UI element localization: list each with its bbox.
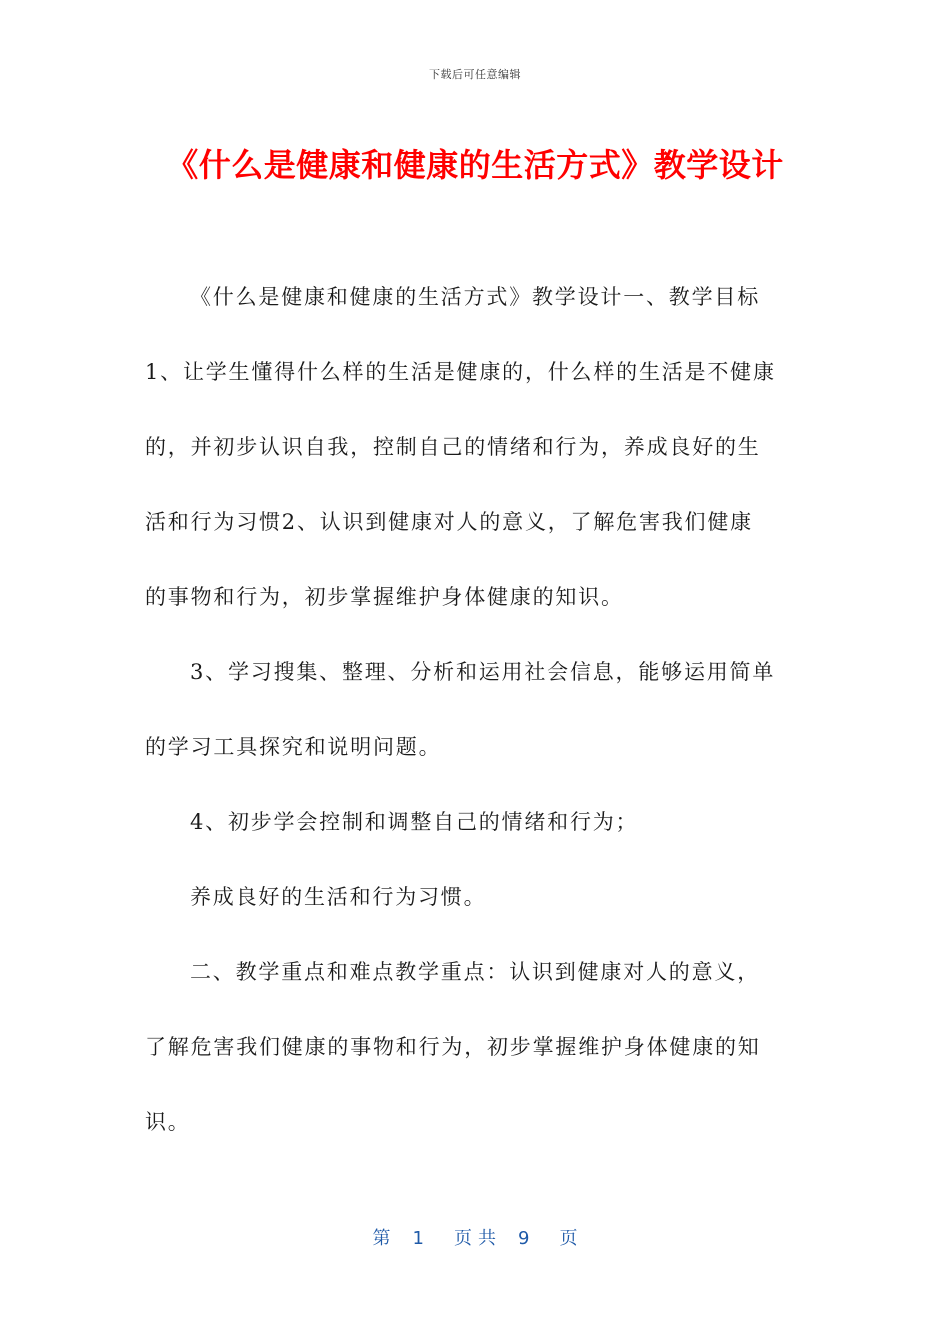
footer-total-suffix: 页 [559,1228,578,1249]
paragraph-line: 活和行为习惯2、认识到健康对人的意义，了解危害我们健康 [145,510,753,534]
paragraph-line: 的学习工具探究和说明问题。 [145,735,442,759]
paragraph-line: 的，并初步认识自我，控制自己的情绪和行为，养成良好的生 [145,435,761,459]
header-note: 下载后可任意编辑 [429,68,521,81]
document-body [145,260,805,1160]
paragraph-line: 3、学习搜集、整理、分析和运用社会信息，能够运用简单 [190,660,776,684]
footer-total-label: 共 [478,1228,496,1249]
paragraph-line: 的事物和行为，初步掌握维护身体健康的知识。 [145,585,624,609]
paragraph-line: 养成良好的生活和行为习惯。 [190,885,487,909]
paragraph-line: 《什么是健康和健康的生活方式》教学设计一、教学目标 [190,285,760,309]
footer-current-page: 1 [412,1228,424,1249]
page-footer [0,1224,950,1250]
document-title: 《什么是健康和健康的生活方式》教学设计 [166,146,784,184]
paragraph-line: 二、教学重点和难点教学重点：认识到健康对人的意义， [190,960,760,984]
footer-page-label: 第 [372,1228,391,1249]
paragraph-line: 4、初步学会控制和调整自己的情绪和行为； [190,810,639,834]
paragraph-line: 识。 [145,1110,191,1134]
footer-page-suffix: 页 [454,1228,472,1249]
paragraph-line: 了解危害我们健康的事物和行为，初步掌握维护身体健康的知 [145,1035,761,1059]
footer-total-pages: 9 [518,1228,530,1249]
paragraph-line: 1、让学生懂得什么样的生活是健康的，什么样的生活是不健康 [145,360,776,384]
